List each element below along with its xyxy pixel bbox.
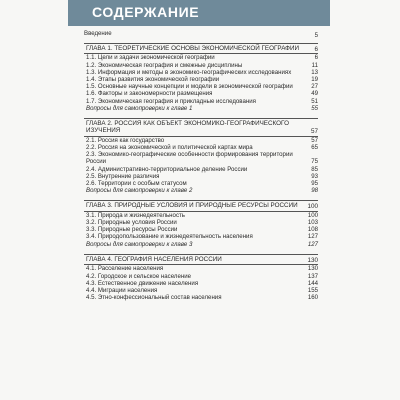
intro-entry bbox=[84, 30, 318, 39]
entry-label: 4.4. Миграции населения bbox=[86, 286, 158, 294]
entry-label: 4.2. Городское и сельское население bbox=[86, 272, 191, 280]
toc-entry bbox=[84, 226, 318, 233]
toc-entry bbox=[84, 166, 318, 173]
entry-page: 95 bbox=[311, 180, 318, 188]
toc-entry bbox=[84, 98, 318, 105]
chapter-page: 6 bbox=[314, 46, 318, 53]
entry-label: 4.3. Естественное движение населения bbox=[86, 279, 199, 287]
entry-page: 57 bbox=[311, 136, 318, 144]
entry-label: 2.1. Россия как государство bbox=[86, 136, 165, 144]
entry-page: 155 bbox=[307, 286, 318, 294]
entry-page: 6 bbox=[314, 54, 318, 62]
entry-label: 1.6. Факторы и закономерности размещения bbox=[86, 90, 213, 98]
chapter-page: 57 bbox=[310, 128, 318, 136]
toc-entry bbox=[84, 151, 318, 165]
entry-label: 3.2. Природные условия России bbox=[86, 219, 177, 227]
entry-label: 1.2. Экономическая география и смежные дисциплины bbox=[86, 61, 243, 69]
toc-entry bbox=[84, 265, 318, 272]
entry-page: 75 bbox=[311, 158, 318, 166]
review-questions-entry bbox=[84, 105, 318, 112]
entry-label: 1.3. Информация и методы в экономико-географических исследованиях bbox=[86, 68, 292, 76]
entry-page: 98 bbox=[311, 187, 318, 195]
chapter-title: ГЛАВА 1. ТЕОРЕТИЧЕСКИЕ ОСНОВЫ ЭКОНОМИЧЕСКОЙ ГЕОГРАФИИ bbox=[86, 45, 300, 52]
chapter-section bbox=[84, 43, 318, 112]
toc-entry bbox=[84, 233, 318, 240]
page-title: СОДЕРЖАНИЕ bbox=[92, 4, 200, 20]
toc-entry bbox=[84, 173, 318, 180]
entry-page: 49 bbox=[311, 90, 318, 98]
entry-page: 85 bbox=[311, 165, 318, 173]
entry-label: 1.4. Этапы развития экономической географии bbox=[86, 76, 220, 84]
chapter-section bbox=[84, 200, 318, 247]
entry-page: 55 bbox=[311, 104, 318, 112]
toc-entry bbox=[84, 180, 318, 187]
entry-page: 144 bbox=[307, 279, 318, 287]
chapter-heading bbox=[84, 43, 318, 54]
chapter-page: 100 bbox=[307, 203, 318, 211]
entry-page: 13 bbox=[311, 68, 318, 76]
entry-page: 19 bbox=[311, 76, 318, 84]
entry-label: Вопросы для самопроверки к главе 2 bbox=[86, 187, 193, 195]
table-of-contents bbox=[84, 30, 318, 307]
entry-page: 93 bbox=[311, 172, 318, 180]
entry-page: 127 bbox=[307, 240, 318, 248]
toc-entry bbox=[84, 273, 318, 280]
toc-entry bbox=[84, 287, 318, 294]
entry-label: 2.3. Экономико-географические особенности формирования территории России bbox=[86, 151, 293, 166]
entry-label: 1.7. Экономическая география и прикладные исследования bbox=[86, 97, 256, 105]
toc-entry bbox=[84, 144, 318, 151]
review-questions-entry bbox=[84, 241, 318, 248]
review-questions-entry bbox=[84, 187, 318, 194]
entry-label: Вопросы для самопроверки к главе 3 bbox=[86, 240, 193, 248]
entry-label: 3.4. Природопользование и жизнедеятельность населения bbox=[86, 233, 253, 241]
toc-entry bbox=[84, 62, 318, 69]
chapter-heading bbox=[84, 200, 318, 211]
chapter-title: ГЛАВА 2. РОССИЯ КАК ОБЪЕКТ ЭКОНОМИКО-ГЕОГРАФИЧЕСКОГО ИЗУЧЕНИЯ bbox=[86, 120, 289, 135]
chapter-section bbox=[84, 118, 318, 194]
entry-page: 127 bbox=[307, 233, 318, 241]
entry-page: 51 bbox=[311, 97, 318, 105]
toc-entry bbox=[84, 69, 318, 76]
chapter-section bbox=[84, 254, 318, 301]
entry-label: 4.5. Этно-конфессиональный состав населения bbox=[86, 294, 222, 302]
entry-label: 2.4. Административно-территориальное деление России bbox=[86, 165, 248, 173]
toc-entry bbox=[84, 137, 318, 144]
entry-label: 3.3. Природные ресурсы России bbox=[86, 226, 178, 234]
entry-label: 2.2. Россия на экономической и политической картах мира bbox=[86, 144, 253, 152]
entry-page: 65 bbox=[311, 144, 318, 152]
chapters-list bbox=[84, 43, 318, 301]
toc-entry bbox=[84, 76, 318, 83]
entry-label: 2.5. Внутренние различия bbox=[86, 172, 160, 180]
chapter-page: 130 bbox=[307, 256, 318, 264]
toc-entry bbox=[84, 90, 318, 97]
intro-label: Введение bbox=[84, 30, 112, 37]
chapter-heading bbox=[84, 118, 318, 137]
toc-entry bbox=[84, 54, 318, 61]
entry-page: 130 bbox=[307, 265, 318, 273]
entry-page: 108 bbox=[307, 226, 318, 234]
toc-entry bbox=[84, 294, 318, 301]
entry-label: 1.1. Цели и задачи экономической географии bbox=[86, 54, 215, 62]
entry-label: Вопросы для самопроверки к главе 1 bbox=[86, 104, 193, 112]
intro-page: 5 bbox=[314, 31, 318, 39]
entry-label: 2.6. Территории с особым статусом bbox=[86, 180, 187, 188]
toc-entry bbox=[84, 212, 318, 219]
entry-page: 11 bbox=[311, 61, 318, 69]
entry-label: 1.5. Основные научные концепции и модели в экономической географии bbox=[86, 83, 293, 91]
entry-page: 137 bbox=[307, 272, 318, 280]
entry-page: 160 bbox=[307, 294, 318, 302]
entry-label: 4.1. Расселение населения bbox=[86, 265, 164, 273]
entry-label: 3.1. Природа и жизнедеятельность bbox=[86, 211, 185, 219]
toc-entry bbox=[84, 280, 318, 287]
chapter-title: ГЛАВА 4. ГЕОГРАФИЯ НАСЕЛЕНИЯ РОССИИ bbox=[86, 255, 222, 263]
entry-page: 27 bbox=[311, 83, 318, 91]
entry-page: 103 bbox=[307, 219, 318, 227]
chapter-title: ГЛАВА 3. ПРИРОДНЫЕ УСЛОВИЯ И ПРИРОДНЫЕ РЕСУРСЫ РОССИИ bbox=[86, 202, 298, 210]
chapter-heading bbox=[84, 254, 318, 265]
toc-entry bbox=[84, 219, 318, 226]
entry-page: 100 bbox=[307, 211, 318, 219]
toc-entry bbox=[84, 83, 318, 90]
